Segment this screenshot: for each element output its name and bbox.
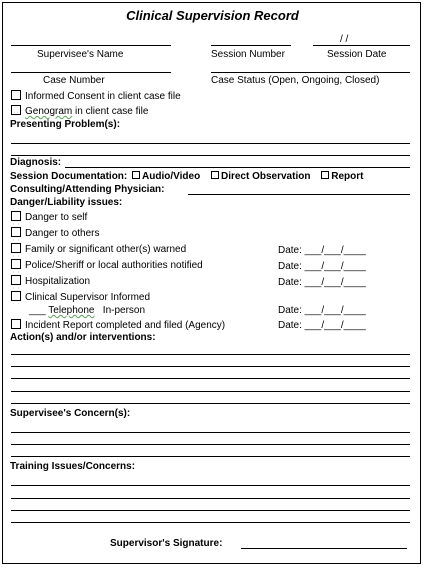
actions-line[interactable] <box>11 366 410 367</box>
session-documentation-label: Session Documentation: <box>10 171 128 182</box>
family-warned-date[interactable]: Date: ___/___/____ <box>278 245 366 256</box>
presenting-problem-line[interactable] <box>11 143 410 144</box>
actions-line[interactable] <box>11 403 410 404</box>
genogram-word: Genogram <box>25 106 73 117</box>
informed-consent-item <box>11 90 181 102</box>
concerns-line[interactable] <box>11 456 410 457</box>
case-status-line[interactable] <box>211 72 410 73</box>
telephone-option[interactable]: Telephone <box>48 305 95 316</box>
training-issues-label: Training Issues/Concerns: <box>10 461 136 472</box>
family-warned-item <box>11 243 186 255</box>
session-date-label: Session Date <box>327 49 387 60</box>
supervisor-informed-label: Clinical Supervisor Informed <box>25 292 151 303</box>
clinical-supervision-form <box>2 2 421 564</box>
supervisor-signature-line[interactable] <box>241 548 407 549</box>
in-person-option[interactable]: In-person <box>102 305 146 316</box>
telephone-blank[interactable]: ___ <box>29 305 49 316</box>
report-checkbox[interactable] <box>321 171 329 179</box>
supervisee-name-label: Supervisee's Name <box>37 49 124 60</box>
hospitalization-checkbox[interactable] <box>11 275 21 285</box>
diagnosis-line[interactable] <box>65 167 410 168</box>
genogram-item <box>11 105 148 117</box>
presenting-problems-label: Presenting Problem(s): <box>10 119 121 130</box>
danger-self-item <box>11 211 87 223</box>
genogram-checkbox[interactable] <box>11 105 21 115</box>
actions-interventions-label: Action(s) and/or interventions: <box>10 332 156 343</box>
genogram-label: in client case file <box>72 106 149 117</box>
supervisor-signature-label: Supervisor's Signature: <box>110 538 223 549</box>
supervisor-informed-checkbox[interactable] <box>11 291 21 301</box>
presenting-problem-line[interactable] <box>11 155 410 156</box>
concerns-line[interactable] <box>11 444 410 445</box>
hospitalization-item <box>11 275 90 287</box>
form-title: Clinical Supervision Record <box>126 8 299 23</box>
report-label: Report <box>331 171 364 182</box>
training-line[interactable] <box>11 485 410 486</box>
danger-others-item <box>11 227 100 239</box>
case-status-label: Case Status (Open, Ongoing, Closed) <box>211 75 380 86</box>
training-line[interactable] <box>11 522 410 523</box>
diagnosis-label: Diagnosis: <box>10 157 62 168</box>
family-warned-checkbox[interactable] <box>11 243 21 253</box>
family-warned-label: Family or significant other(s) warned <box>25 244 187 255</box>
consulting-physician-label: Consulting/Attending Physician: <box>10 184 165 195</box>
audio-video-label: Audio/Video <box>142 171 201 182</box>
session-number-line[interactable] <box>211 45 291 46</box>
incident-report-checkbox[interactable] <box>11 319 21 329</box>
supervisee-name-line[interactable] <box>11 45 171 46</box>
danger-self-label: Danger to self <box>25 212 88 223</box>
danger-self-checkbox[interactable] <box>11 211 21 221</box>
incident-report-date[interactable]: Date: ___/___/____ <box>278 320 366 331</box>
danger-liability-label: Danger/Liability issues: <box>10 197 123 208</box>
incident-report-label: Incident Report completed and filed (Agency) <box>25 320 226 331</box>
danger-others-label: Danger to others <box>25 228 100 239</box>
case-number-line[interactable] <box>11 72 171 73</box>
actions-line[interactable] <box>11 391 410 392</box>
incident-report-item <box>11 319 225 331</box>
supervisor-informed-item <box>11 291 150 303</box>
informed-consent-label: Informed Consent in client case file <box>25 91 181 102</box>
session-documentation-row <box>10 171 363 182</box>
hospitalization-label: Hospitalization <box>25 276 91 287</box>
session-date-slashes: / / <box>340 34 349 45</box>
training-line[interactable] <box>11 510 410 511</box>
consulting-physician-line[interactable] <box>188 194 410 195</box>
hospitalization-date[interactable]: Date: ___/___/____ <box>278 277 366 288</box>
danger-others-checkbox[interactable] <box>11 227 21 237</box>
police-notified-date[interactable]: Date: ___/___/____ <box>278 261 366 272</box>
direct-observation-label: Direct Observation <box>220 171 311 182</box>
audio-video-checkbox[interactable] <box>132 171 140 179</box>
police-notified-item <box>11 259 203 271</box>
police-notified-label: Police/Sheriff or local authorities notified <box>25 260 203 271</box>
informed-consent-checkbox[interactable] <box>11 90 21 100</box>
supervisor-informed-date[interactable]: Date: ___/___/____ <box>278 305 366 316</box>
actions-line[interactable] <box>11 354 410 355</box>
training-line[interactable] <box>11 498 410 499</box>
actions-line[interactable] <box>11 378 410 379</box>
police-notified-checkbox[interactable] <box>11 259 21 269</box>
concerns-line[interactable] <box>11 432 410 433</box>
contact-method-row <box>29 305 145 316</box>
session-date-line[interactable] <box>313 45 410 46</box>
session-number-label: Session Number <box>211 49 285 60</box>
case-number-label: Case Number <box>43 75 105 86</box>
direct-observation-checkbox[interactable] <box>211 171 219 179</box>
supervisee-concerns-label: Supervisee's Concern(s): <box>10 408 131 419</box>
